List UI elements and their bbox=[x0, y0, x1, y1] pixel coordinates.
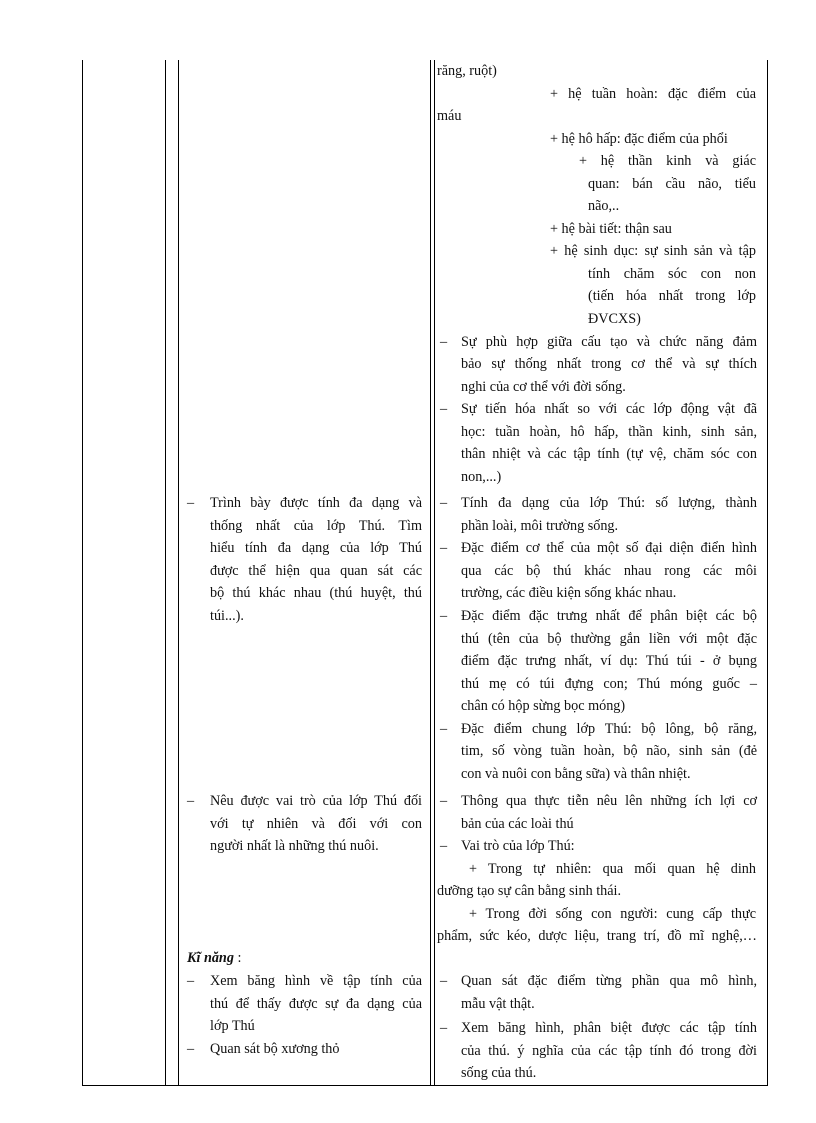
content-line: Xem băng hình, phân biệt được các tập tính bbox=[461, 1020, 757, 1036]
objective-line: hiểu tính đa dạng của lớp Thú bbox=[210, 540, 422, 556]
skills-heading-label: Kĩ năng bbox=[187, 950, 234, 966]
content-line: mẫu vật thật. bbox=[461, 996, 535, 1012]
bullet-dash: – bbox=[440, 721, 448, 737]
content-line: bảo sự thống nhất trong cơ thể và sự thích bbox=[461, 356, 757, 372]
content-line: + Trong đời sống con người: cung cấp thực bbox=[469, 906, 756, 922]
content-line: tim, số vòng tuần hoàn, bộ não, sinh sản (đẻ bbox=[461, 743, 757, 759]
content-line: của thú. ý nghĩa của các tập tính đó trong đời bbox=[461, 1043, 757, 1059]
content-line: thú mẹ có túi đựng con; Thú móng guốc – bbox=[461, 676, 757, 692]
content-line: + hệ thần kinh và giác bbox=[579, 153, 756, 169]
bullet-dash: – bbox=[187, 793, 195, 809]
objective-line: Nêu được vai trò của lớp Thú đối bbox=[210, 793, 422, 809]
objective-line: Quan sát bộ xương thỏ bbox=[210, 1041, 340, 1057]
table-divider-2 bbox=[178, 60, 179, 1086]
content-line: răng, ruột) bbox=[437, 63, 497, 79]
content-line: phẩm, sức kéo, dược liệu, trang trí, đồ mĩ nghệ,… bbox=[437, 928, 757, 944]
objective-line: bộ thú khác nhau (thú huyệt, thú bbox=[210, 585, 422, 601]
content-line: Vai trò của lớp Thú: bbox=[461, 838, 575, 854]
table-divider-1 bbox=[165, 60, 166, 1086]
content-line: + hệ hô hấp: đặc điểm của phổi bbox=[550, 131, 728, 147]
content-line: Đặc điểm chung lớp Thú: bộ lông, bộ răng, bbox=[461, 721, 757, 737]
objective-line: túi...). bbox=[210, 608, 244, 624]
table-border-right bbox=[767, 60, 768, 1086]
objective-line: người nhất là những thú nuôi. bbox=[210, 838, 379, 854]
content-line: Sự tiến hóa nhất so với các lớp động vật đã bbox=[461, 401, 757, 417]
content-line: sống của thú. bbox=[461, 1065, 537, 1081]
objective-line: thống nhất của lớp Thú. Tìm bbox=[210, 518, 422, 534]
bullet-dash: – bbox=[187, 495, 195, 511]
objective-line: lớp Thú bbox=[210, 1018, 255, 1034]
bullet-dash: – bbox=[187, 1041, 195, 1057]
table-border-left bbox=[82, 60, 83, 1086]
bullet-dash: – bbox=[440, 973, 448, 989]
bullet-dash: – bbox=[440, 401, 448, 417]
content-line: nghi của cơ thể với đời sống. bbox=[461, 379, 626, 395]
content-line: điểm đặc trưng nhất, ví dụ: Thú túi - ở bụng bbox=[461, 653, 757, 669]
content-line: Đặc điểm đặc trưng nhất để phân biệt các bộ bbox=[461, 608, 757, 624]
content-line: quan: bán cầu não, tiểu bbox=[588, 176, 756, 192]
content-line: (tiến hóa nhất trong lớp bbox=[588, 288, 756, 304]
content-line: ĐVCXS) bbox=[588, 311, 641, 327]
content-line: thú (tên của bộ thường gắn liền với một đặc bbox=[461, 631, 757, 647]
skills-heading bbox=[187, 947, 241, 970]
skills-heading-colon: : bbox=[233, 950, 242, 966]
bullet-dash: – bbox=[440, 540, 448, 556]
content-line: + hệ sinh dục: sự sinh sản và tập bbox=[550, 243, 756, 259]
bullet-dash: – bbox=[440, 608, 448, 624]
content-line: tính chăm sóc con non bbox=[588, 266, 756, 282]
bullet-dash: – bbox=[440, 495, 448, 511]
objective-line: Trình bày được tính đa dạng và bbox=[210, 495, 422, 511]
bullet-dash: – bbox=[440, 793, 448, 809]
content-line: qua các bộ thú khác nhau rong các môi bbox=[461, 563, 757, 579]
objective-line: thú để thấy được sự đa dạng của bbox=[210, 996, 422, 1012]
content-line: + hệ bài tiết: thận sau bbox=[550, 221, 672, 237]
content-line: máu bbox=[437, 108, 462, 124]
table-divider-4 bbox=[434, 60, 435, 1086]
content-line: con và nuôi con bằng sữa) và thân nhiệt. bbox=[461, 766, 691, 782]
content-line: phần loài, môi trường sống. bbox=[461, 518, 619, 534]
objective-line: Xem băng hình về tập tính của bbox=[210, 973, 422, 989]
bullet-dash: – bbox=[440, 1020, 448, 1036]
content-line: não,.. bbox=[588, 198, 620, 214]
content-line: + Trong tự nhiên: qua mối quan hệ dinh bbox=[469, 861, 756, 877]
content-line: bản của các loài thú bbox=[461, 816, 574, 832]
content-line: Quan sát đặc điểm từng phần qua mô hình, bbox=[461, 973, 757, 989]
content-line: trường, các điều kiện sống khác nhau. bbox=[461, 585, 677, 601]
content-line: non,...) bbox=[461, 469, 502, 485]
content-line: Tính đa dạng của lớp Thú: số lượng, thành bbox=[461, 495, 757, 511]
objective-line: được thể hiện qua quan sát các bbox=[210, 563, 422, 579]
content-line: Đặc điểm cơ thể của một số đại diện điển hình bbox=[461, 540, 757, 556]
content-line: + hệ tuần hoàn: đặc điểm của bbox=[550, 86, 756, 102]
table-border-bottom bbox=[82, 1085, 768, 1086]
content-line: học: tuần hoàn, hô hấp, thần kinh, sinh sản, bbox=[461, 424, 757, 440]
content-line: Sự phù hợp giữa cấu tạo và chức năng đảm bbox=[461, 334, 757, 350]
bullet-dash: – bbox=[187, 973, 195, 989]
table-divider-3 bbox=[430, 60, 431, 1086]
content-line: dưỡng tạo sự cân bằng sinh thái. bbox=[437, 883, 622, 899]
content-line: chân có hộp sừng bọc móng) bbox=[461, 698, 626, 714]
bullet-dash: – bbox=[440, 838, 448, 854]
bullet-dash: – bbox=[440, 334, 448, 350]
content-line: thân nhiệt và các tập tính (tự vệ, chăm sóc con bbox=[461, 446, 757, 462]
content-line: Thông qua thực tiễn nêu lên những ích lợi cơ bbox=[461, 793, 757, 809]
objective-line: với tự nhiên và đối với con bbox=[210, 816, 422, 832]
